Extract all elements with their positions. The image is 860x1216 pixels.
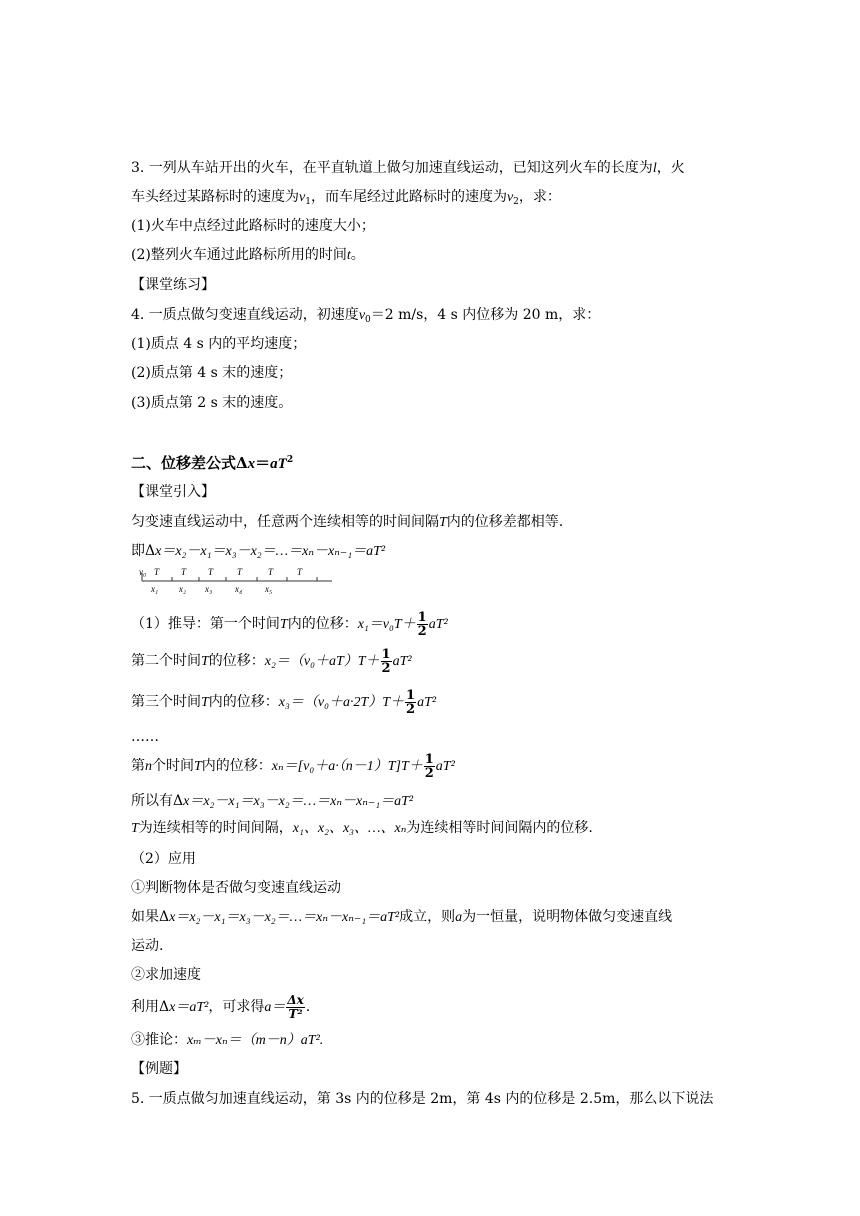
text: 。 — [350, 247, 365, 263]
var-T: T — [131, 821, 139, 836]
var-t: t — [346, 248, 351, 263]
text: ＝2 m/s，4 s 内位移为 20 m，求： — [370, 307, 601, 323]
t-label: T — [181, 567, 187, 577]
text: 内的位移： — [201, 758, 272, 774]
apply-c2-title: ②求加速度 — [131, 967, 201, 983]
derive-line-6 — [131, 791, 413, 812]
var-a: a — [455, 910, 463, 925]
sup: 2 — [286, 455, 294, 465]
text: 利用Δ — [131, 999, 170, 1015]
derive-line-5 — [131, 752, 455, 781]
x-label: x₃ — [205, 584, 213, 594]
denominator: T² — [288, 1006, 303, 1021]
derive-line-3 — [131, 688, 436, 717]
text: 如果Δ — [131, 909, 170, 925]
apply-c2-line — [131, 992, 310, 1023]
text: 车头经过某路标时的速度为 — [131, 189, 299, 205]
x-label: x₄ — [235, 584, 243, 594]
var-T: T — [439, 515, 447, 530]
q4-line-4: (3)质点第 2 s 末的速度。 — [131, 395, 293, 411]
formula: x＝x₂－x₁＝x₃－x₂＝…＝xₙ－xₙ₋₁＝aT² — [183, 794, 414, 809]
numerator: 1 — [424, 751, 434, 767]
apply-c1-title: ①判断物体是否做匀变速直线运动 — [131, 880, 341, 896]
intro-line-1 — [131, 512, 563, 533]
formula: x₁、x₂、x₃、…、xₙ — [292, 821, 407, 836]
formula: x₃＝（v₀＋a·2T）T＋ — [278, 695, 405, 710]
q3-line-2 — [131, 187, 561, 212]
text: 为连续相等时间间隔内的位移. — [406, 820, 593, 836]
var-v0: v — [358, 308, 366, 323]
numerator: 1 — [417, 609, 427, 625]
x-label: x₂ — [179, 584, 187, 594]
derive-line-7 — [131, 818, 593, 839]
v0-label: v₀ — [139, 567, 147, 577]
denominator: 2 — [417, 623, 427, 639]
t-label: T — [297, 567, 303, 577]
half-fraction — [424, 753, 435, 780]
text: ，可求得 — [208, 999, 265, 1015]
q3-line-4 — [131, 245, 365, 266]
formula: x₂＝（v₀＋aT）T＋ — [264, 654, 380, 669]
half-fraction — [417, 611, 428, 638]
intro-heading: 【课堂引入】 — [131, 484, 215, 500]
numerator: 1 — [381, 646, 391, 662]
var-T: T — [279, 617, 288, 632]
q4-line-3: (2)质点第 4 s 末的速度； — [131, 365, 293, 381]
text: ，而车尾经过此路标时的速度为 — [310, 189, 507, 205]
t-label: T — [237, 567, 243, 577]
sub: 2 — [513, 197, 519, 207]
formula: x₁＝v₀T＋ — [357, 617, 416, 632]
var-v2: v — [506, 190, 514, 205]
sub: 0 — [365, 315, 371, 325]
q4-line-1 — [131, 305, 600, 330]
text: ＝ — [255, 454, 271, 472]
text: 第 — [131, 758, 145, 774]
derive-line-2 — [131, 647, 412, 676]
var-aT: aT — [270, 456, 287, 472]
derive-line-1 — [131, 610, 448, 639]
section-title — [131, 450, 293, 474]
var-x: x — [247, 456, 256, 472]
t-label: T — [208, 567, 214, 577]
text: ③推论： — [131, 1032, 187, 1048]
text: ，火 — [656, 160, 685, 176]
t-label: T — [268, 567, 274, 577]
apply-c1-line-2: 运动. — [131, 938, 164, 954]
text: 内的位移差都相等. — [446, 514, 564, 530]
q3-line-1 — [131, 158, 685, 179]
text: 内的位移： — [208, 694, 279, 710]
text: ，求： — [518, 189, 561, 205]
formula: xₙ＝[v₀＋a·（n－1）T]T＋ — [271, 759, 423, 774]
text: . — [305, 999, 311, 1015]
intro-line-2 — [131, 541, 385, 562]
accel-fraction — [286, 994, 304, 1021]
q3-line-3: (1)火车中点经过此路标时的速度大小； — [131, 218, 375, 234]
text: 3. 一列从车站开出的火车，在平直轨道上做匀加速直线运动，已知这列火车的长度为 — [131, 160, 653, 176]
formula: x＝x₂－x₁＝x₃－x₂＝…＝xₙ－xₙ₋₁＝aT² — [155, 544, 386, 559]
formula: x＝x₂－x₁＝x₃－x₂＝…＝xₙ－xₙ₋₁＝aT² — [169, 910, 400, 925]
x-label: x₁ — [151, 584, 159, 594]
text: 二、位移差公式Δ — [131, 454, 248, 472]
text: 内的位移： — [287, 616, 358, 632]
formula: aT² — [417, 695, 437, 710]
formula: aT² — [428, 617, 448, 632]
apply-c1-line-1 — [131, 907, 672, 928]
denominator: 2 — [381, 660, 391, 676]
text: 第三个时间 — [131, 694, 201, 710]
interval-diagram — [137, 567, 337, 599]
text: 为一恒量，说明物体做匀变速直线 — [462, 909, 673, 925]
text: 个时间 — [152, 758, 194, 774]
q5-line-1: 5. 一质点做匀加速直线运动，第 3s 内的位移是 2m，第 4s 内的位移是 2.5m，那么以下说法 — [131, 1091, 714, 1107]
text: 的位移： — [208, 653, 265, 669]
practice-heading: 【课堂练习】 — [131, 277, 215, 293]
formula: a＝ — [264, 1000, 286, 1015]
var-l: l — [652, 161, 657, 176]
x-label: x₅ — [265, 584, 273, 594]
numerator: Δx — [287, 992, 304, 1007]
text: 4. 一质点做匀变速直线运动，初速度 — [131, 307, 359, 323]
formula: aT² — [392, 654, 412, 669]
half-fraction — [405, 689, 416, 716]
formula: xₘ－xₙ＝（m－n）aT². — [187, 1033, 324, 1048]
var-T: T — [201, 695, 209, 710]
q4-line-2: (1)质点 4 s 内的平均速度； — [131, 336, 307, 352]
t-label: T — [154, 567, 160, 577]
apply-c3-line — [131, 1030, 323, 1051]
denominator: 2 — [406, 701, 416, 717]
text: 为连续相等的时间间隔， — [138, 820, 293, 836]
denominator: 2 — [424, 765, 434, 781]
sub: 1 — [305, 197, 311, 207]
var-v1: v — [299, 190, 306, 205]
var-n: n — [145, 759, 152, 774]
text: (2)整列火车通过此路标所用的时间 — [131, 247, 347, 263]
example-heading: 【例题】 — [131, 1061, 187, 1077]
half-fraction — [381, 648, 392, 675]
text: 即Δ — [131, 543, 156, 559]
formula: x＝aT² — [169, 1000, 209, 1015]
formula: aT² — [435, 759, 455, 774]
text: 成立，则 — [399, 909, 456, 925]
var-T: T — [194, 759, 202, 774]
numerator: 1 — [406, 687, 416, 703]
derive-dots: …… — [131, 729, 159, 745]
var-T: T — [201, 654, 209, 669]
apply-heading: （2）应用 — [131, 851, 196, 867]
text: （1）推导：第一个时间 — [131, 616, 280, 632]
text: 第二个时间 — [131, 653, 201, 669]
text: 所以有Δ — [131, 793, 184, 809]
text: 匀变速直线运动中，任意两个连续相等的时间间隔 — [131, 514, 439, 530]
